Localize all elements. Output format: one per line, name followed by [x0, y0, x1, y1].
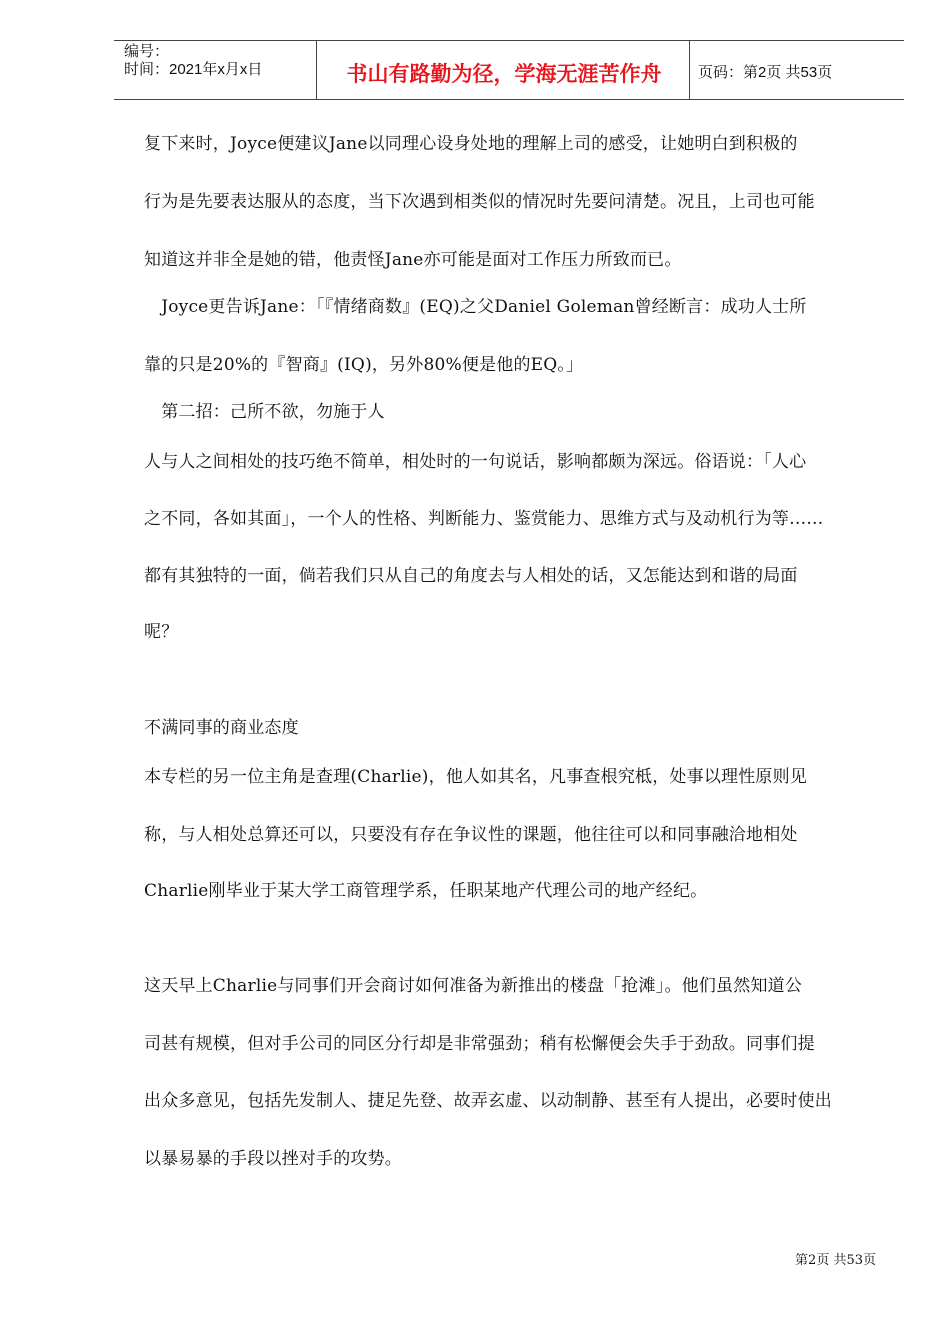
body-line: 行为是先要表达服从的态度，当下次遇到相类似的情况时先要问清楚。况且，上司也可能	[144, 192, 815, 212]
body-line: 都有其独特的一面，倘若我们只从自己的角度去与人相处的话，又怎能达到和谐的局面	[144, 566, 798, 586]
header-meta	[124, 43, 262, 79]
body-line: 知道这并非全是她的错，他责怪Jane亦可能是面对工作压力所致而已。	[144, 250, 682, 270]
body-line: 称，与人相处总算还可以，只要没有存在争议性的课题，他往往可以和同事融洽地相处	[144, 825, 798, 845]
body-line: 以暴易暴的手段以挫对手的攻势。	[144, 1149, 402, 1169]
body-line: 出众多意见，包括先发制人、捷足先登、故弄玄虚、以动制静、甚至有人提出，必要时使出	[144, 1091, 832, 1111]
body-line: Joyce更告诉Jane：「『情绪商数』(EQ)之父Daniel Goleman曾经断言：成功人士所	[144, 297, 807, 317]
page-header	[114, 40, 904, 100]
section-heading: 不满同事的商业态度	[144, 718, 299, 738]
header-divider-left	[316, 41, 317, 99]
section-heading: 第二招：己所不欲，勿施于人	[144, 402, 385, 422]
body-line: 本专栏的另一位主角是查理(Charlie)，他人如其名，凡事查根究柢，处事以理性原则见	[144, 767, 808, 787]
date-label: 时间：2021年x月x日	[124, 61, 263, 78]
body-line: 人与人之间相处的技巧绝不简单，相处时的一句说话，影响都颇为深远。俗语说：「人心	[144, 452, 807, 472]
footer-page-number: 第2页 共53页	[795, 1253, 876, 1268]
header-divider-right	[689, 41, 690, 99]
body-line: 这天早上Charlie与同事们开会商讨如何准备为新推出的楼盘「抢滩」。他们虽然知道公	[144, 976, 803, 996]
body-line: 司甚有规模，但对手公司的同区分行却是非常强劲；稍有松懈便会失手于劲敌。同事们提	[144, 1034, 815, 1054]
serial-number-label: 编号：	[124, 43, 170, 60]
body-line: 呢？	[144, 622, 179, 642]
header-motto: 书山有路勤为径，学海无涯苦作舟	[346, 62, 662, 86]
body-line: Charlie刚毕业于某大学工商管理学系，任职某地产代理公司的地产经纪。	[144, 881, 708, 901]
body-line: 之不同，各如其面」，一个人的性格、判断能力、鉴赏能力、思维方式与及动机行为等……	[144, 509, 824, 529]
body-line: 复下来时，Joyce便建议Jane以同理心设身处地的理解上司的感受，让她明白到积极的	[144, 134, 798, 154]
body-line: 靠的只是20%的『智商』(IQ)，另外80%便是他的EQ。」	[144, 355, 584, 375]
header-page-number: 页码：第2页 共53页	[698, 64, 833, 81]
